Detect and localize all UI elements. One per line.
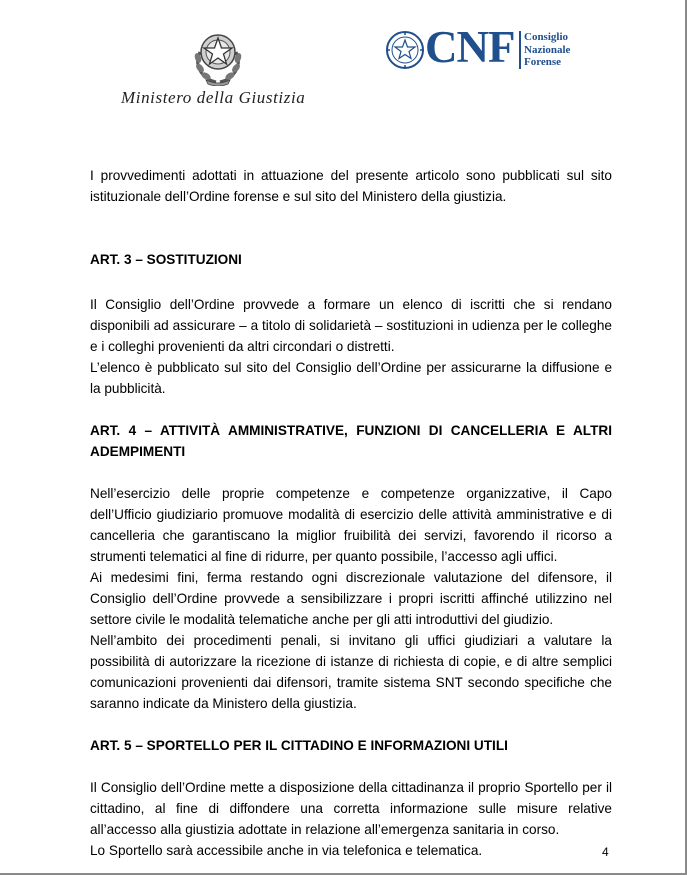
art5-paragraph: Il Consiglio dell’Ordine mette a disposizione della cittadinanza il proprio Sportello per il cittadino, al fine di diffondere una corretta informazione sulle misure relative all’accesso alla giustizia adottate in relazione all’emergenza sanitaria in corso. <box>90 780 612 837</box>
italian-republic-emblem-icon <box>188 22 248 86</box>
cnf-name-line: Nazionale <box>524 43 571 56</box>
art4-heading: ART. 4 – ATTIVITÀ AMMINISTRATIVE, FUNZIONI DI CANCELLERIA E ALTRI ADEMPIMENTI <box>90 423 612 459</box>
art4-paragraph: Ai medesimi fini, ferma restando ogni discrezionale valutazione del difensore, il Consiglio dell’Ordine provvede a sensibilizzare i propri iscritti affinché utilizzino nel settore civile le modalità telematiche anche per gli atti introduttivi del giudizio. <box>90 570 612 627</box>
cnf-name-line: Forense <box>524 56 562 68</box>
cnf-name-line: Consiglio <box>524 31 569 43</box>
art5-heading: ART. 5 – SPORTELLO PER IL CITTADINO E INFORMAZIONI UTILI <box>90 738 508 753</box>
art4-paragraph: Nell’esercizio delle proprie competenze e competenze organizzative, il Capo dell’Ufficio giudiziario promuove modalità di esercizio delle attività amministrative e di cancelleria che garantiscano la miglior fruibilità dei servizi, favorendo il ricorso a strumenti telematici al fine di ridurre, per quanto possibile, l’accesso agli uffici. <box>90 486 612 564</box>
art5-paragraph: Lo Sportello sarà accessibile anche in via telefonica e telematica. <box>90 843 483 858</box>
page-number: 4 <box>602 845 609 859</box>
cnf-acronym: CNF <box>425 22 515 72</box>
ministry-name: Ministero della Giustizia <box>121 88 306 107</box>
art3-heading: ART. 3 – SOSTITUZIONI <box>90 252 242 267</box>
intro-paragraph: I provvedimenti adottati in attuazione del presente articolo sono pubblicati sul sito istituzionale dell’Ordine forense e sul sito del Ministero della giustizia. <box>90 168 612 204</box>
cnf-seal-icon <box>385 30 425 70</box>
cnf-full-name <box>524 31 570 69</box>
document-body <box>90 165 612 861</box>
art4-paragraph: Nell’ambito dei procedimenti penali, si invitano gli uffici giudiziari a valutare la possibilità di autorizzare la ricezione di istanze di richiesta di copie, e di altre semplici comunicazioni provenienti dai difensori, tramite sistema SNT secondo specifiche che saranno indicate da Ministero della giustizia. <box>90 633 612 711</box>
art3-paragraph: Il Consiglio dell’Ordine provvede a formare un elenco di iscritti che si rendano disponibili ad assicurare – a titolo di solidarietà – sostituzioni in udienza per le colleghe e i colleghi provenienti da altri circondari o distretti. <box>90 297 612 354</box>
cnf-divider <box>519 31 521 69</box>
art3-paragraph: L’elenco è pubblicato sul sito del Consiglio dell’Ordine per assicurarne la diffusione e la pubblicità. <box>90 360 612 396</box>
